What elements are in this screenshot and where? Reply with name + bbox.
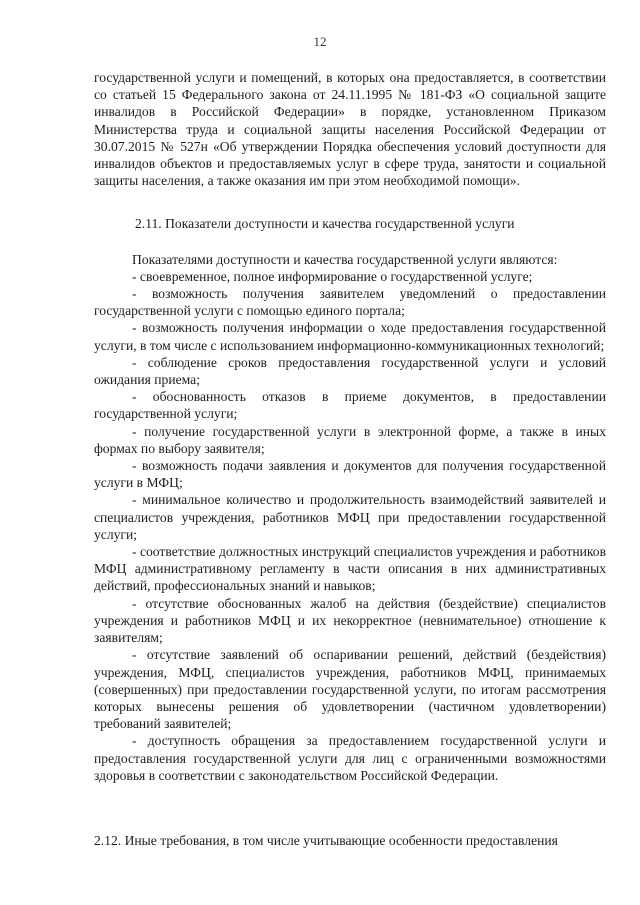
document-body xyxy=(94,69,606,784)
list-item: - своевременное, полное информирование о государственной услуге; xyxy=(132,268,533,284)
list-item: - возможность подачи заявления и документов для получения государственной услуги в МФЦ; xyxy=(94,458,606,491)
section-heading-2-11: 2.11. Показатели доступности и качества государственной услуги xyxy=(135,216,515,232)
list-item: - возможность получения заявителем уведомлений о предоставлении государственной услуги с помощью единого портала; xyxy=(94,286,606,319)
list-item: - обоснованность отказов в приеме документов, в предоставлении государственной услуги; xyxy=(94,389,606,422)
intro-paragraph: государственной услуги и помещений, в которых она предоставляется, в соответствии со статьей 15 Федерального закона от 24.11.1995 № 181-ФЗ «О социальной защите инвалидов в Российской Федерации» в порядке, установленном Приказом Министерства труда и социальной защиты населения Российской Федерации от 30.07.2015 № 527н «Об утверждении Порядка обеспечения условий доступности для инвалидов объектов и предоставляемых услуг в сфере труда, занятости и социальной защиты населения, а также оказания им при этом необходимой помощи». xyxy=(94,70,606,189)
list-item: - минимальное количество и продолжительность взаимодействий заявителей и специалистов учреждения, работников МФЦ при предоставлении государственной услуги; xyxy=(94,492,606,542)
indicators-lead: Показателями доступности и качества государственной услуги являются: xyxy=(132,251,558,267)
indicators-list xyxy=(94,268,606,784)
list-item: - возможность получения информации о ходе предоставления государственной услуги, в том числе с использованием информационно-коммуникационных технологий; xyxy=(94,320,606,353)
list-item: - отсутствие обоснованных жалоб на действия (бездействие) специалистов учреждения и работников МФЦ и их некорректное (невнимательное) отношение к заявителям; xyxy=(94,595,606,646)
list-item: - получение государственной услуги в электронной форме, а также в иных формах по выбору заявителя; xyxy=(94,423,606,456)
list-item: - доступность обращения за предоставлением государственной услуги и предоставления государственной услуги для лиц с ограниченными возможностями здоровья в соответствии с законодательством Российской Федерации. xyxy=(94,733,606,783)
list-item: - отсутствие заявлений об оспаривании решений, действий (бездействия) учреждения, МФЦ, специалистов учреждения, работников МФЦ, принимаемых (совершенных) при предоставлении государственной услуги, по итогам рассмотрения которых вынесены решения об удовлетворении (частичном удовлетворении) требований заявителей; xyxy=(94,647,606,732)
list-item: - соответствие должностных инструкций специалистов учреждения и работников МФЦ административному регламенту в части описания в них административных действий, профессиональных знаний и навыков; xyxy=(94,544,606,594)
page-number: 12 xyxy=(313,34,327,49)
list-item: - соблюдение сроков предоставления государственной услуги и условий ожидания приема; xyxy=(94,354,606,388)
section-heading-2-12: 2.12. Иные требования, в том числе учитывающие особенности предоставления xyxy=(94,833,558,848)
